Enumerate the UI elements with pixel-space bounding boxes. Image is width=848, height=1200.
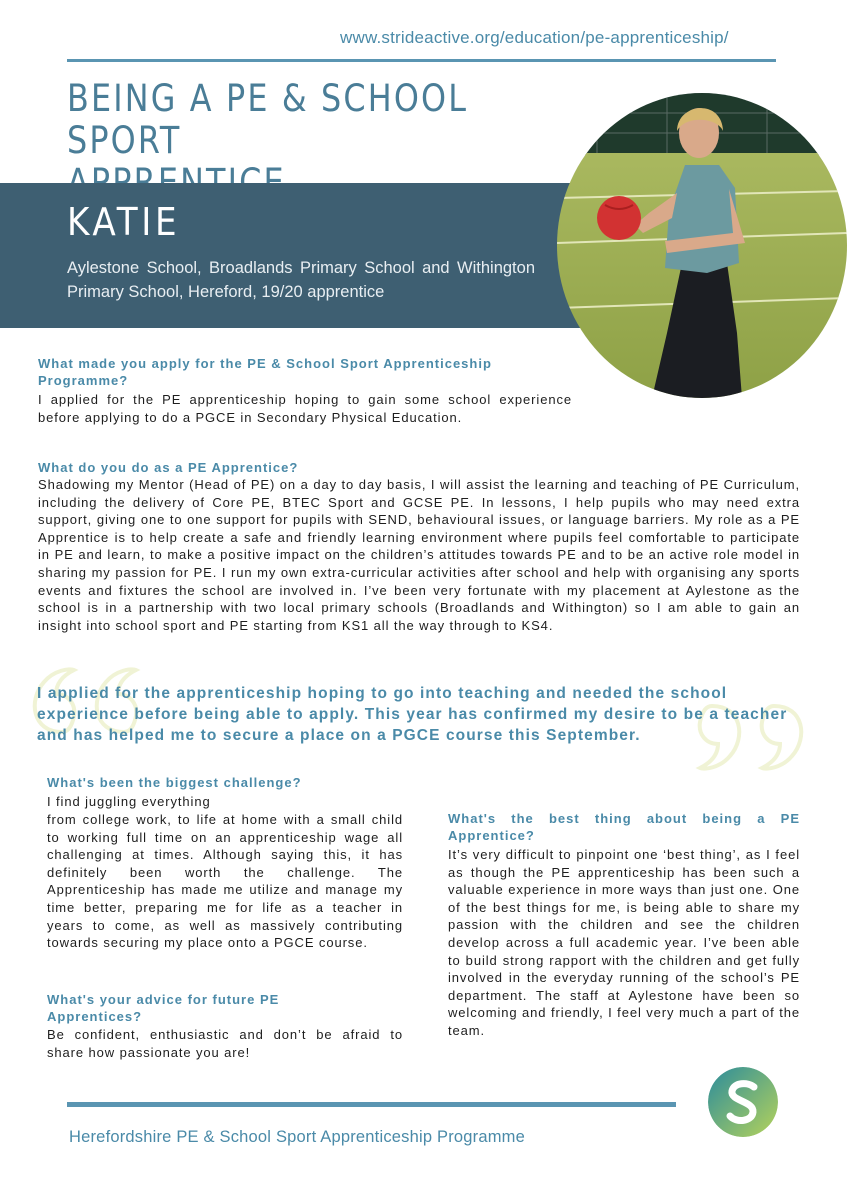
page-title: BEING A PE & SCHOOL SPORT bbox=[67, 77, 469, 162]
pull-quote: I applied for the apprenticeship hoping to go into teaching and needed the school experience before being able to apply. This year has confirmed my desire to be a teacher and has helped me to secure a place on a PGCE course this September. bbox=[37, 685, 788, 744]
page-url[interactable]: www.strideactive.org/education/pe-apprenticeship/ bbox=[340, 28, 729, 47]
answer-advice: Be confident, enthusiastic and don’t be afraid to share how passionate you are! bbox=[47, 1027, 403, 1060]
answer-challenge-first-line: I find juggling everything bbox=[47, 794, 211, 809]
answer-why-apply: I applied for the PE apprenticeship hoping to gain some school experience before applying to do a PGCE in Secondary Physical Education. bbox=[38, 392, 572, 425]
stride-logo-icon[interactable] bbox=[708, 1067, 778, 1137]
question-biggest-challenge: What's been the biggest challenge? bbox=[47, 775, 302, 790]
question-best-thing: What's the best thing about being a PE Apprentice? bbox=[448, 811, 800, 843]
footer-programme-name: Herefordshire PE & School Sport Apprenticeship Programme bbox=[69, 1128, 525, 1146]
question-why-apply: What made you apply for the PE & School Sport Apprenticeship Programme? bbox=[38, 356, 492, 388]
answer-biggest-challenge: from college work, to life at home with a small child to working full time on an apprenticeship wage all challenging at times. Although saying this, it has definitely been worth the challenge. The Apprenticeship has made me utilize and manage my time better, preparing me for life as a teacher in years to come, as well as massively contributing towards securing my place onto a PGCE course. bbox=[47, 812, 403, 951]
apprentice-photo bbox=[557, 93, 847, 398]
question-advice: What's your advice for future PE Apprentices? bbox=[47, 992, 280, 1024]
apprentice-schools: Aylestone School, Broadlands Primary School and Withington Primary School, Hereford, 19/20 apprentice bbox=[67, 259, 535, 301]
apprentice-name: KATIE bbox=[67, 200, 181, 244]
top-divider bbox=[67, 59, 776, 62]
question-what-you-do: What do you do as a PE Apprentice? bbox=[38, 460, 299, 475]
answer-best-thing: It’s very difficult to pinpoint one ‘best thing’, as I feel as though the PE apprenticeship has been such a valuable experience in more ways than just one. One of the best things for me, is being able to share my passion with the children and see the children develop across a full academic year. I’ve been able to build strong rapport with the children and get fully involved in the everyday running of the school’s PE department. The staff at Aylestone have been so welcoming and friendly, I feel very much a part of the team. bbox=[448, 847, 800, 1038]
answer-what-you-do: Shadowing my Mentor (Head of PE) on a day to day basis, I will assist the learning and teaching of PE Curriculum, including the delivery of Core PE, BTEC Sport and GCSE PE. In lessons, I help pupils who may need extra support, giving one to one support for pupils with SEND, behavioural issues, or language barriers. My role as a PE Apprentice is to help create a safe and friendly learning environment where pupils feel comfortable to participate in PE and learn, to make a positive impact on the children’s attitudes towards PE and to be an active role model in sharing my passion for PE. I run my own extra-curricular activities after school and help with organising any sports events and fixtures the school are involved in. I’ve been very fortunate with my placement at Aylestone as the school is in a partnership with two local primary schools (Broadlands and Withington) so I am able to gain an insight into school sport and PE starting from KS1 all the way through to KS4. bbox=[38, 477, 800, 633]
bottom-divider bbox=[67, 1102, 676, 1107]
